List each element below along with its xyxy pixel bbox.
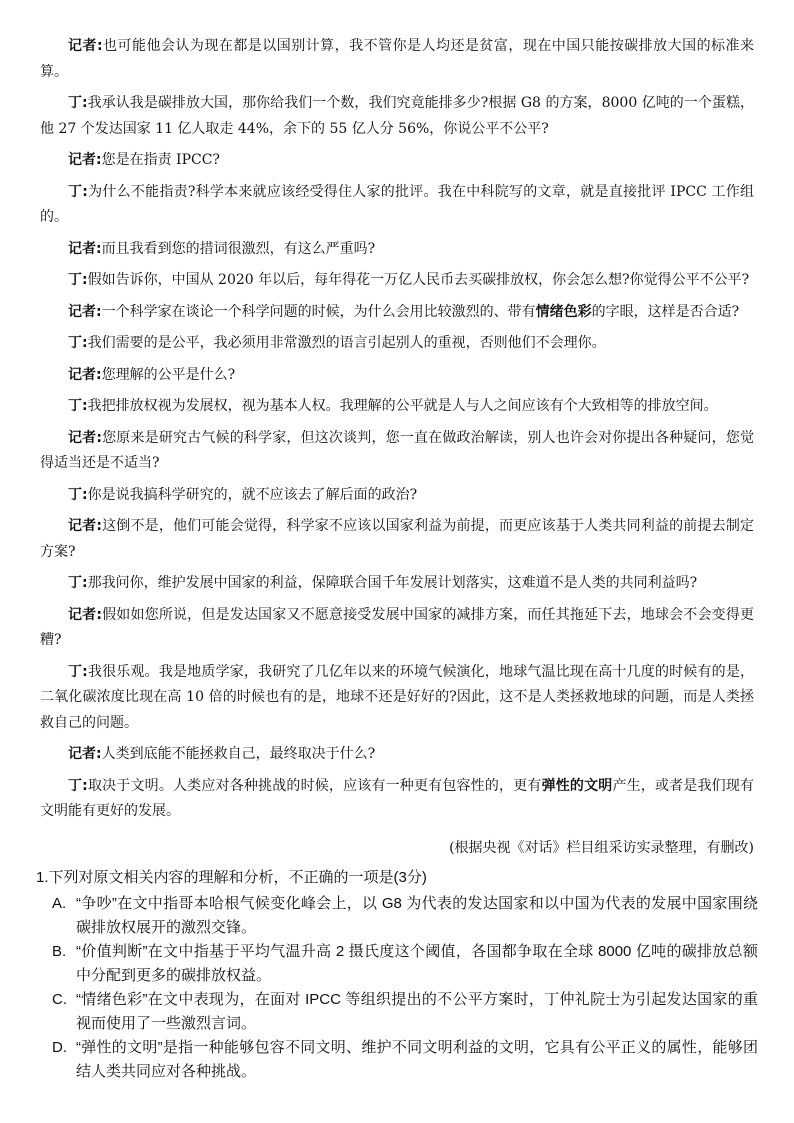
speaker-label: 记者: xyxy=(68,429,102,446)
dialogue-text: 我承认我是碳排放大国，那你给我们一个数，我们究竟能排多少?根据 G8 的方案，8000 亿吨的一个蛋糕，他 27 个发达国家 11 亿人取走 44%，余下的 55 亿人分 56%，你说公平不公平? xyxy=(40,95,754,137)
dialogue-text: 您原来是研究古气候的科学家，但这次谈判，您一直在做政治解读，别人也许会对你提出各种疑问，您觉得适当还是不适当? xyxy=(40,429,754,471)
dialogue-text: 这倒不是，他们可能会觉得，科学家不应该以国家利益为前提，而更应该基于人类共同利益的前提去制定方案? xyxy=(40,518,754,560)
dialogue-text: 一个科学家在谈论一个科学问题的时候，为什么会用比较激烈的、带有 xyxy=(101,303,536,320)
dialogue-text: 您是在指责 IPCC? xyxy=(101,152,220,168)
option-letter: B. xyxy=(52,943,67,960)
interview-transcript xyxy=(40,34,754,831)
speaker-label: 记者: xyxy=(68,518,102,534)
emphasized-term: 情绪色彩 xyxy=(535,303,592,320)
speaker-label: 记者: xyxy=(68,240,102,257)
speaker-label: 丁: xyxy=(68,335,88,351)
option-d xyxy=(36,1036,758,1084)
dialogue-paragraph xyxy=(40,774,754,825)
option-text: “价值判断”在文中指基于平均气温升高 2 摄氏度这个阈值，各国都争取在全球 8000 亿吨的碳排放总额中分配到更多的碳排放权益。 xyxy=(76,943,758,984)
option-letter: D. xyxy=(52,1039,67,1056)
dialogue-text: 为什么不能指责?科学本来就应该经受得住人家的批评。我在中科院写的文章，就是直接批评 IPCC 工作组的。 xyxy=(40,183,754,225)
dialogue-text: 产生，或者是我们现有文明能有更好的发展。 xyxy=(40,777,755,819)
option-c xyxy=(36,988,758,1036)
dialogue-text: 你是说我搞科学研究的，就不应该去了解后面的政治? xyxy=(87,486,418,503)
dialogue-text: 人类到底能不能拯救自己，最终取决于什么? xyxy=(101,746,376,762)
speaker-label: 丁: xyxy=(68,663,88,680)
speaker-label: 记者: xyxy=(68,38,103,54)
speaker-label: 丁: xyxy=(68,575,88,591)
dialogue-paragraph xyxy=(40,660,754,737)
speaker-label: 记者: xyxy=(68,606,102,623)
dialogue-text: 我们需要的是公平，我必须用非常激烈的语言引起别人的重视，否则他们不会理你。 xyxy=(87,335,606,351)
speaker-label: 丁: xyxy=(68,95,88,111)
dialogue-text: 假如告诉你，中国从 2020 年以后，每年得花一万亿人民币去买碳排放权，你会怎么想?你觉得公平不公平? xyxy=(87,272,750,288)
speaker-label: 丁: xyxy=(68,398,88,414)
dialogue-paragraph xyxy=(40,363,754,389)
dialogue-paragraph xyxy=(40,148,754,174)
speaker-label: 丁: xyxy=(68,777,88,794)
dialogue-text: 那我问你，维护发展中国家的利益，保障联合国千年发展计划落实，这难道不是人类的共同利益吗? xyxy=(87,575,698,591)
dialogue-text: 而且我看到您的措词很激烈，有这么严重吗? xyxy=(101,240,376,257)
dialogue-text: 我把排放权视为发展权，视为基本人权。我理解的公平就是人与人之间应该有个大致相等的排放空间。 xyxy=(87,398,718,414)
speaker-label: 丁: xyxy=(68,183,88,200)
dialogue-paragraph xyxy=(40,394,754,420)
option-letter: A. xyxy=(52,895,67,912)
option-a xyxy=(36,892,758,940)
dialogue-paragraph xyxy=(40,237,754,263)
dialogue-text: 假如如您所说，但是发达国家又不愿意接受发展中国家的减排方案，而任其拖延下去，地球会不会变得更糟? xyxy=(40,606,754,648)
dialogue-paragraph xyxy=(40,180,754,231)
dialogue-text: 您理解的公平是什么? xyxy=(101,366,236,383)
option-text: “弹性的文明”是指一种能够包容不同文明、维护不同文明利益的文明，它具有公平正义的属性，能够团结人类共同应对各种挑战。 xyxy=(76,1039,758,1080)
source-note: (根据央视《对话》栏目组采访实录整理，有删改) xyxy=(449,840,754,856)
option-text: “情绪色彩”在文中表现为，在面对 IPCC 等组织提出的不公平方案时，丁仲礼院士为引起发达国家的重视而使用了一些激烈言词。 xyxy=(76,991,758,1032)
dialogue-text: 取决于文明。人类应对各种挑战的时候，应该有一种更有包容性的，更有 xyxy=(87,777,542,794)
dialogue-paragraph xyxy=(40,300,754,326)
option-b xyxy=(36,940,758,988)
dialogue-text: 的字眼，这样是否合适? xyxy=(591,303,740,320)
dialogue-paragraph xyxy=(40,483,754,509)
speaker-label: 丁: xyxy=(68,272,88,288)
dialogue-paragraph xyxy=(40,426,754,477)
question-1 xyxy=(36,866,758,1084)
dialogue-text: 我很乐观。我是地质学家，我研究了几亿年以来的环境气候演化，地球气温比现在高十几度的时候有的是，二氧化碳浓度比现在高 10 倍的时候也有的是，地球不还是好好的?因此，这不是人类拯救地球的问题，而是人类拯救自己的问题。 xyxy=(40,663,754,731)
dialogue-paragraph xyxy=(40,571,754,597)
question-stem: 1.下列对原文相关内容的理解和分析，不正确的一项是(3分) xyxy=(36,869,427,886)
dialogue-paragraph xyxy=(40,34,754,85)
option-text: “争吵”在文中指哥本哈根气候变化峰会上，以 G8 为代表的发达国家和以中国为代表的发展中国家围绕碳排放权展开的激烈交锋。 xyxy=(76,895,758,936)
dialogue-text: 也可能他会认为现在都是以国别计算，我不管你是人均还是贫富，现在中国只能按碳排放大国的标准来算。 xyxy=(40,38,754,80)
speaker-label: 丁: xyxy=(68,486,88,503)
emphasized-term: 弹性的文明 xyxy=(541,777,613,794)
option-letter: C. xyxy=(52,991,67,1008)
dialogue-paragraph xyxy=(40,603,754,654)
question-options xyxy=(36,892,758,1084)
speaker-label: 记者: xyxy=(68,746,102,762)
dialogue-paragraph xyxy=(40,514,754,565)
dialogue-paragraph xyxy=(40,268,754,294)
speaker-label: 记者: xyxy=(68,366,102,383)
dialogue-paragraph xyxy=(40,742,754,768)
speaker-label: 记者: xyxy=(68,152,102,168)
dialogue-paragraph xyxy=(40,331,754,357)
speaker-label: 记者: xyxy=(68,303,102,320)
dialogue-paragraph xyxy=(40,91,754,142)
